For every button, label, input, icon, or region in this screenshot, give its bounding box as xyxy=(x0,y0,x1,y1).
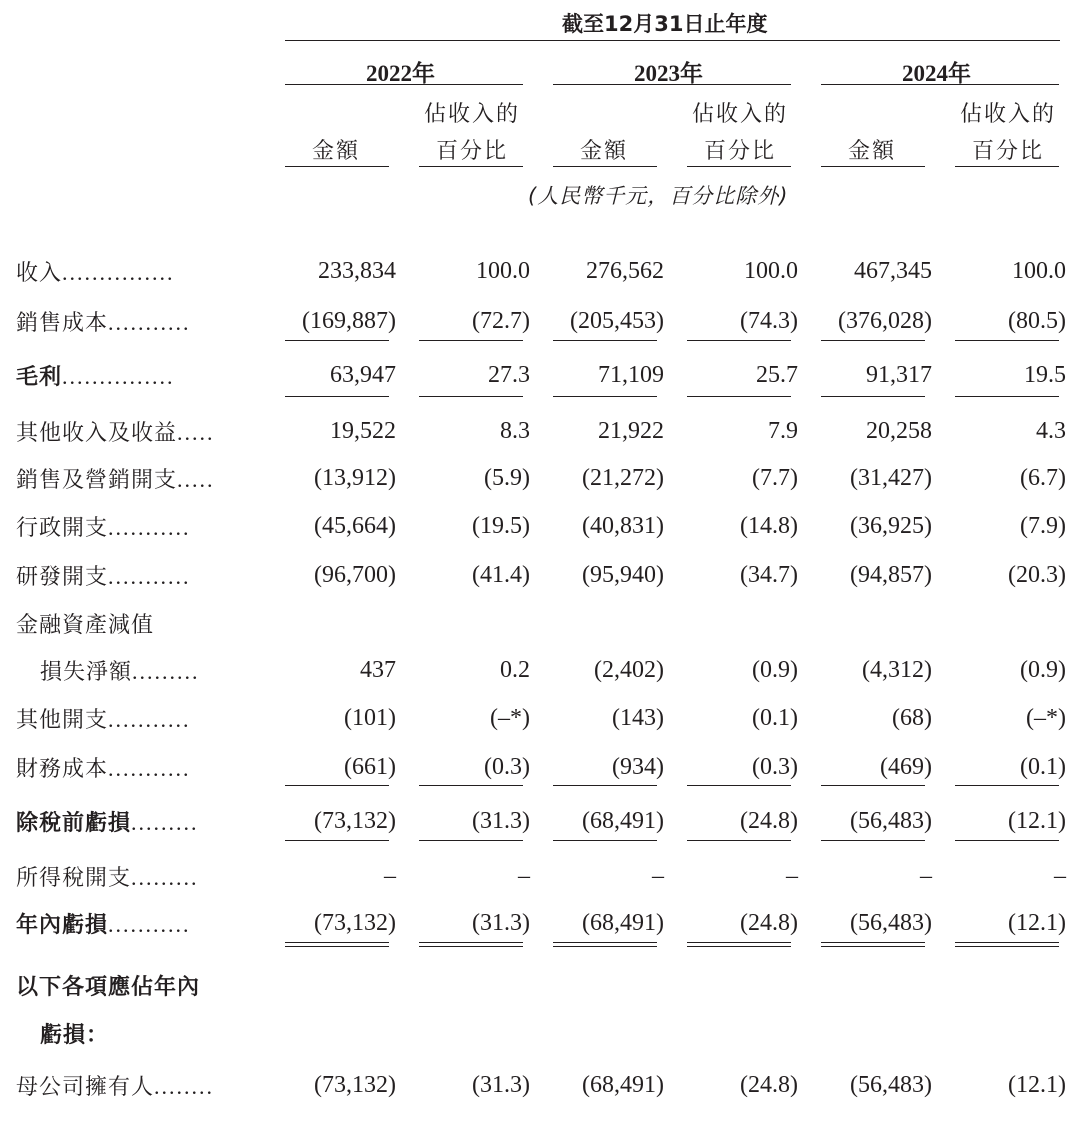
value-cell: (96,700) xyxy=(314,562,396,588)
value-cell: 25.7 xyxy=(756,362,798,388)
value-cell: 91,317 xyxy=(866,362,932,388)
period-underline xyxy=(285,40,1060,41)
single-rule xyxy=(955,840,1059,841)
leader-dots: ........... xyxy=(108,564,191,589)
double-rule xyxy=(687,942,791,947)
single-rule xyxy=(553,166,657,167)
value-cell: 21,922 xyxy=(598,418,664,444)
leader-dots: ........... xyxy=(108,707,191,732)
value-cell: (34.7) xyxy=(740,562,798,588)
amount-header: 金額 xyxy=(312,139,361,164)
value-cell: (469) xyxy=(880,754,932,780)
value-cell: (101) xyxy=(344,705,396,731)
single-rule xyxy=(553,396,657,397)
value-cell: (31.3) xyxy=(472,910,530,936)
leader-dots: ..... xyxy=(177,420,215,445)
value-cell: – xyxy=(920,863,932,889)
single-rule xyxy=(285,396,389,397)
single-rule xyxy=(955,340,1059,341)
pct-header-line2: 百分比 xyxy=(972,139,1045,164)
value-cell: (73,132) xyxy=(314,1072,396,1098)
value-cell: (5.9) xyxy=(484,465,530,491)
row-label: 收入............... xyxy=(16,260,175,286)
value-cell: 20,258 xyxy=(866,418,932,444)
row-label: 財務成本........... xyxy=(16,756,191,782)
pct-header-line1: 佔收入的 xyxy=(960,102,1057,127)
single-rule xyxy=(419,340,523,341)
single-rule xyxy=(821,396,925,397)
value-cell: (12.1) xyxy=(1008,910,1066,936)
value-cell: (24.8) xyxy=(740,910,798,936)
value-cell: 27.3 xyxy=(488,362,530,388)
value-cell: (24.8) xyxy=(740,808,798,834)
value-cell: (–*) xyxy=(490,705,530,731)
leader-dots: ......... xyxy=(132,659,200,684)
row-label: 研發開支........... xyxy=(16,564,191,590)
value-cell: (143) xyxy=(612,705,664,731)
row-label: 銷售及營銷開支..... xyxy=(16,467,215,493)
single-rule xyxy=(553,785,657,786)
value-cell: (205,453) xyxy=(570,308,664,334)
double-rule xyxy=(285,942,389,947)
value-cell: (169,887) xyxy=(302,308,396,334)
single-rule xyxy=(419,166,523,167)
value-cell: (45,664) xyxy=(314,513,396,539)
value-cell: (20.3) xyxy=(1008,562,1066,588)
row-label: 毛利............... xyxy=(16,364,175,390)
value-cell: (74.3) xyxy=(740,308,798,334)
value-cell: 4.3 xyxy=(1036,418,1066,444)
single-rule xyxy=(955,785,1059,786)
single-rule xyxy=(285,166,389,167)
value-cell: 233,834 xyxy=(318,258,396,284)
value-cell: 467,345 xyxy=(854,258,932,284)
single-rule xyxy=(553,840,657,841)
row-label: 所得稅開支......... xyxy=(16,865,199,891)
value-cell: 0.2 xyxy=(500,657,530,683)
row-label: 其他收入及收益..... xyxy=(16,420,215,446)
value-cell: (–*) xyxy=(1026,705,1066,731)
value-cell: (68) xyxy=(892,705,932,731)
value-cell: (24.8) xyxy=(740,1072,798,1098)
single-rule xyxy=(821,840,925,841)
value-cell: (40,831) xyxy=(582,513,664,539)
row-label: 除稅前虧損......... xyxy=(16,810,199,836)
value-cell: 19,522 xyxy=(330,418,396,444)
value-cell: (73,132) xyxy=(314,910,396,936)
single-rule xyxy=(955,396,1059,397)
value-cell: (0.1) xyxy=(1020,754,1066,780)
value-cell: (31.3) xyxy=(472,1072,530,1098)
leader-dots: ......... xyxy=(131,865,199,890)
single-rule xyxy=(955,166,1059,167)
year-2024: 2024年 xyxy=(902,61,971,86)
value-cell: (0.3) xyxy=(484,754,530,780)
leader-dots: ..... xyxy=(177,467,215,492)
value-cell: – xyxy=(384,863,396,889)
value-cell: (0.9) xyxy=(752,657,798,683)
value-cell: (68,491) xyxy=(582,1072,664,1098)
value-cell: (21,272) xyxy=(582,465,664,491)
value-cell: – xyxy=(786,863,798,889)
row-label: 虧損： xyxy=(40,1023,110,1048)
value-cell: (14.8) xyxy=(740,513,798,539)
value-cell: (31.3) xyxy=(472,808,530,834)
value-cell: 71,109 xyxy=(598,362,664,388)
single-rule xyxy=(285,840,389,841)
value-cell: – xyxy=(1054,863,1066,889)
value-cell: 100.0 xyxy=(1012,258,1066,284)
leader-dots: ............... xyxy=(62,364,175,389)
value-cell: (0.9) xyxy=(1020,657,1066,683)
value-cell: 63,947 xyxy=(330,362,396,388)
value-cell: (36,925) xyxy=(850,513,932,539)
double-rule xyxy=(553,942,657,947)
double-rule xyxy=(821,942,925,947)
leader-dots: ........... xyxy=(108,912,191,937)
leader-dots: ........ xyxy=(154,1074,215,1099)
row-label: 行政開支........... xyxy=(16,515,191,541)
year-2022: 2022年 xyxy=(366,61,435,86)
row-label: 銷售成本........... xyxy=(16,310,191,336)
value-cell: 8.3 xyxy=(500,418,530,444)
single-rule xyxy=(687,166,791,167)
single-rule xyxy=(419,785,523,786)
pct-header-line2: 百分比 xyxy=(704,139,777,164)
single-rule xyxy=(687,785,791,786)
double-rule xyxy=(955,942,1059,947)
single-rule xyxy=(687,396,791,397)
year-2024-underline xyxy=(821,84,1059,85)
value-cell: (376,028) xyxy=(838,308,932,334)
value-cell: (95,940) xyxy=(582,562,664,588)
row-label: 以下各項應佔年內 xyxy=(16,975,201,1000)
period-heading: 截至12月31日止年度 xyxy=(562,12,768,36)
single-rule xyxy=(687,340,791,341)
value-cell: – xyxy=(518,863,530,889)
value-cell: (0.1) xyxy=(752,705,798,731)
value-cell: 100.0 xyxy=(476,258,530,284)
single-rule xyxy=(285,340,389,341)
value-cell: (56,483) xyxy=(850,1072,932,1098)
double-rule xyxy=(419,942,523,947)
value-cell: 276,562 xyxy=(586,258,664,284)
single-rule xyxy=(821,166,925,167)
value-cell: (7.7) xyxy=(752,465,798,491)
value-cell: (56,483) xyxy=(850,910,932,936)
single-rule xyxy=(821,340,925,341)
value-cell: 7.9 xyxy=(768,418,798,444)
value-cell: (2,402) xyxy=(594,657,664,683)
pct-header-line1: 佔收入的 xyxy=(424,102,521,127)
value-cell: 19.5 xyxy=(1024,362,1066,388)
value-cell: (68,491) xyxy=(582,910,664,936)
value-cell: (934) xyxy=(612,754,664,780)
value-cell: (73,132) xyxy=(314,808,396,834)
row-label: 其他開支........... xyxy=(16,707,191,733)
unit-note: (人民幣千元，百分比除外) xyxy=(528,184,789,208)
amount-header: 金額 xyxy=(580,139,629,164)
single-rule xyxy=(687,840,791,841)
single-rule xyxy=(821,785,925,786)
value-cell: 437 xyxy=(360,657,396,683)
value-cell: (0.3) xyxy=(752,754,798,780)
value-cell: (41.4) xyxy=(472,562,530,588)
value-cell: (19.5) xyxy=(472,513,530,539)
value-cell: (12.1) xyxy=(1008,808,1066,834)
value-cell: (4,312) xyxy=(862,657,932,683)
leader-dots: ............... xyxy=(62,260,175,285)
single-rule xyxy=(419,840,523,841)
single-rule xyxy=(419,396,523,397)
value-cell: (13,912) xyxy=(314,465,396,491)
year-2023: 2023年 xyxy=(634,61,703,86)
single-rule xyxy=(553,340,657,341)
value-cell: (31,427) xyxy=(850,465,932,491)
value-cell: – xyxy=(652,863,664,889)
leader-dots: ........... xyxy=(108,515,191,540)
single-rule xyxy=(285,785,389,786)
value-cell: 100.0 xyxy=(744,258,798,284)
row-label: 損失淨額......... xyxy=(40,659,200,685)
row-label: 金融資產減值 xyxy=(16,613,155,638)
leader-dots: ........... xyxy=(108,310,191,335)
pct-header-line1: 佔收入的 xyxy=(692,102,789,127)
row-label: 年內虧損........... xyxy=(16,912,191,938)
leader-dots: ......... xyxy=(131,810,199,835)
value-cell: (6.7) xyxy=(1020,465,1066,491)
value-cell: (56,483) xyxy=(850,808,932,834)
leader-dots: ........... xyxy=(108,756,191,781)
value-cell: (7.9) xyxy=(1020,513,1066,539)
value-cell: (80.5) xyxy=(1008,308,1066,334)
pct-header-line2: 百分比 xyxy=(436,139,509,164)
value-cell: (94,857) xyxy=(850,562,932,588)
year-2022-underline xyxy=(285,84,523,85)
amount-header: 金額 xyxy=(848,139,897,164)
year-2023-underline xyxy=(553,84,791,85)
value-cell: (661) xyxy=(344,754,396,780)
value-cell: (12.1) xyxy=(1008,1072,1066,1098)
row-label: 母公司擁有人........ xyxy=(16,1074,215,1100)
value-cell: (72.7) xyxy=(472,308,530,334)
value-cell: (68,491) xyxy=(582,808,664,834)
